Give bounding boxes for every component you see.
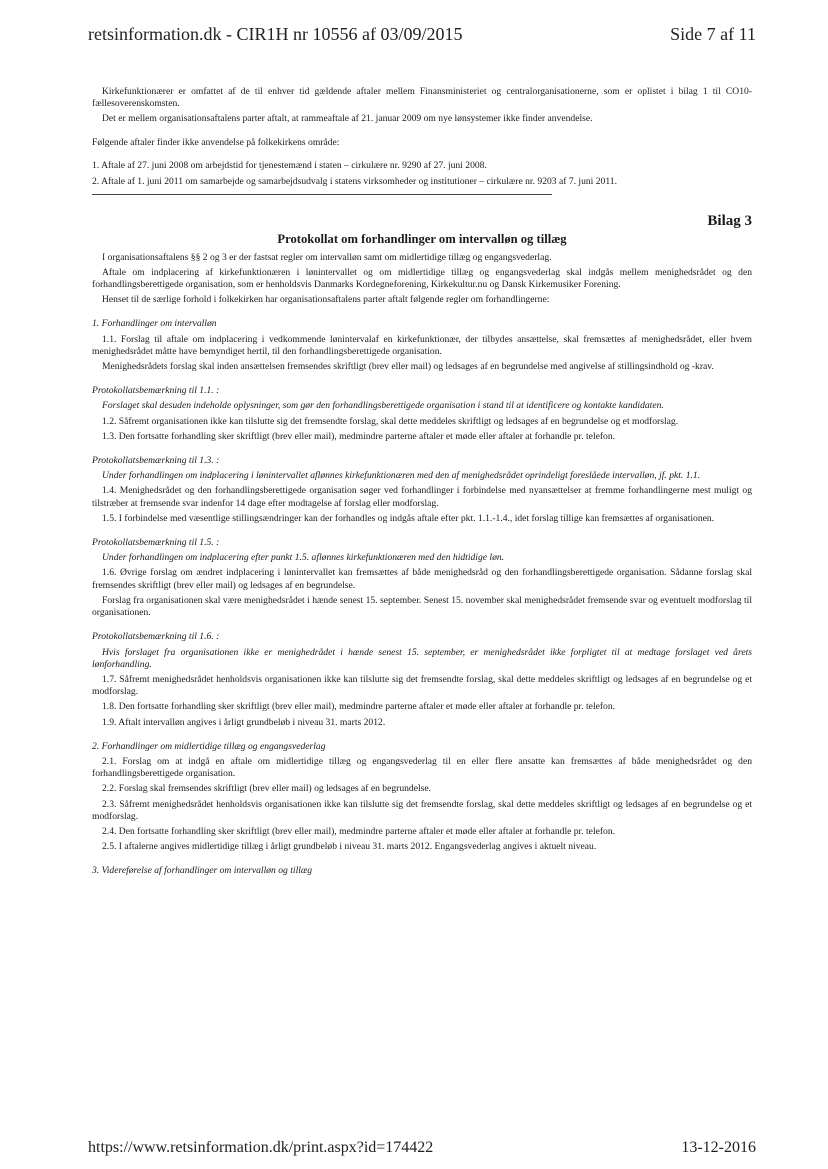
paragraph: 1.7. Såfremt menighedsrådet henholdsvis organisationen ikke kan tilslutte sig det fremsendte forslag, skal dette meddeles skriftligt og ledsages af en begrundelse og et modforslag. [92, 673, 752, 698]
paragraph: 1.1. Forslag til aftale om indplacering i vedkommende lønintervalaf en kirkefunktionær, der tilbydes ansættelse, skal fremsættes af menighedsrådet, eller hvem menighedsrådet måtte have bemyndiget hertil, til den forhandlingsberettigede organisation. [92, 333, 752, 357]
list-item: 1. Aftale af 27. juni 2008 om arbejdstid for tjenestemænd i staten – cirkulære nr. 9290 af 27. juni 2008. [92, 159, 487, 171]
section-heading: 3. Videreførelse af forhandlinger om intervalløn og tillæg [92, 865, 313, 877]
protocol-note: Forslaget skal desuden indeholde oplysninger, som gør den forhandlingsberettigede organisation i stand til at identificere og kontakte kandidaten. [102, 400, 664, 412]
paragraph: 1.6. Øvrige forslag om ændret indplacering i lønintervallet kan fremsættes af både menighedsråd og den forhandlingsberettigede organisation. Sådanne forslag skal fremsendes skriftligt (brev eller mail) og ledsages af en begrundelse. [92, 567, 752, 591]
paragraph: 1.2. Såfremt organisationen ikke kan tilslutte sig det fremsendte forslag, skal dette meddeles skriftligt og ledsages af en begrundelse og et modforslag. [102, 415, 679, 427]
footer-date: 13-12-2016 [681, 1139, 756, 1156]
paragraph: 1.9. Aftalt intervalløn angives i årligt grundbeløb i niveau 31. marts 2012. [102, 716, 386, 728]
preamble-paragraph: Aftale om indplacering af kirkefunktionæren i lønintervallet og om midlertidige tillæg og engangsvederlag skal indgås mellem menighedsrådet og den forhandlingsberettigede organisation, som er henholdsvis Danmarks Kordegneforening, Kirkekultur.nu og Dansk Kirkemusiker Forening. [92, 266, 752, 291]
preamble-paragraph: I organisationsaftalens §§ 2 og 3 er der fastsat regler om intervalløn samt om midlertidige tillæg og engangsvederlag. [102, 251, 552, 263]
paragraph: 1.3. Den fortsatte forhandling sker skriftligt (brev eller mail), medmindre parterne aftaler et møde eller aftaler at forhandle pr. telefon. [102, 430, 616, 442]
protocol-note-heading: Protokollatsbemærkning til 1.6. : [92, 631, 220, 643]
paragraph: 2.5. I aftalerne angives midlertidige tillæg i årligt grundbeløb i niveau 31. marts 2012. Engangsvederlag angives i aktuelt niveau. [102, 841, 597, 853]
divider [92, 194, 552, 195]
paragraph: 1.5. I forbindelse med væsentlige stillingsændringer kan der forhandles og indgås aftale efter pkt. 1.1.-1.4., idet forslag tillige kan fremsættes af organisationen. [102, 512, 715, 524]
protocol-note-heading: Protokollatsbemærkning til 1.3. : [92, 455, 220, 467]
paragraph: Forslag fra organisationen skal være menighedsrådet i hænde senest 15. september. Senest 15. november skal menighedsrådet fremsende svar og eventuelt modforslag til organisationen. [92, 594, 752, 619]
paragraph: Menighedsrådets forslag skal inden ansættelsen fremsendes skriftligt (brev eller mail) og ledsages af en begrundelse med angivelse af stillingsindhold og -krav. [102, 361, 714, 373]
protocol-note: Under forhandlingen om indplacering efter punkt 1.5. aflønnes kirkefunktionæren med den hidtidige løn. [102, 552, 505, 564]
intro-paragraph: Kirkefunktionærer er omfattet af de til enhver tid gældende aftaler mellem Finansministeriet og centralorganisationerne, som er oplistet i bilag 1 til CO10-fællesoverenskomsten. [92, 86, 752, 110]
protocol-note: Under forhandlingen om indplacering i lønintervallet aflønnes kirkefunktionæren med den af menighedsrådet oprindeligt foreslåede intervalløn, jf. pkt. 1.1. [102, 470, 701, 482]
page-number: Side 7 af 11 [670, 24, 756, 44]
paragraph: 2.4. Den fortsatte forhandling sker skriftligt (brev eller mail), medmindre parterne aftaler et møde eller aftaler at forhandle pr. telefon. [102, 825, 616, 837]
intro-paragraph: Følgende aftaler finder ikke anvendelse på folkekirkens område: [92, 136, 340, 148]
protocol-note-heading: Protokollatsbemærkning til 1.1. : [92, 385, 220, 397]
protocol-note: Hvis forslaget fra organisationen ikke er menighedrådet i hænde senest 15. september, er menighedsrådet ikke forpligtet til at medtage forslaget ved årets lønforhandling. [92, 646, 752, 670]
page-title: Protokollat om forhandlinger om intervalløn og tillæg [277, 232, 567, 247]
section-heading: 1. Forhandlinger om intervalløn [92, 318, 217, 330]
preamble-paragraph: Henset til de særlige forhold i folkekirken har organisationsaftalens parter aftalt følgende regler om forhandlingerne: [102, 294, 550, 306]
paragraph: 2.1. Forslag om at indgå en aftale om midlertidige tillæg og engangsvederlag til en eller flere ansatte kan fremsættes af både menighedsrådet og den forhandlingsberettigede organisation. [92, 755, 752, 780]
document-body [92, 86, 752, 881]
paragraph: 2.2. Forslag skal fremsendes skriftligt (brev eller mail) og ledsages af en begrundelse. [102, 783, 432, 795]
paragraph: 1.8. Den fortsatte forhandling sker skriftligt (brev eller mail), medmindre parterne aftaler et møde eller aftaler at forhandle pr. telefon. [102, 701, 616, 713]
protocol-note-heading: Protokollatsbemærkning til 1.5. : [92, 537, 220, 549]
paragraph: 1.4. Menighedsrådet og den forhandlingsberettigede organisation søger ved forhandlinger i forbindelse med nyansættelser at fremme forhandlingerne mest muligt og tilstræber at fremsende svar indenfor 14 dage efter modtagelse af forslag eller modforslag. [92, 485, 752, 509]
list-item: 2. Aftale af 1. juni 2011 om samarbejde og samarbejdsudvalg i statens virksomheder og institutioner – cirkulære nr. 9203 af 7. juni 2011. [92, 176, 617, 188]
section-heading: 2. Forhandlinger om midlertidige tillæg og engangsvederlag [92, 740, 326, 752]
appendix-label: Bilag 3 [707, 213, 752, 230]
page-header-title: retsinformation.dk - CIR1H nr 10556 af 03/09/2015 [88, 24, 463, 44]
paragraph: 2.3. Såfremt menighedsrådet henholdsvis organisationen ikke kan tilslutte sig det fremsendte forslag, skal dette meddeles skriftligt og ledsages af en begrundelse og et modforslag. [92, 798, 752, 822]
footer-url: https://www.retsinformation.dk/print.aspx?id=174422 [88, 1139, 434, 1156]
intro-paragraph: Det er mellem organisationsaftalens parter aftalt, at rammeaftale af 21. januar 2009 om nye lønsystemer ikke finder anvendelse. [102, 113, 593, 125]
